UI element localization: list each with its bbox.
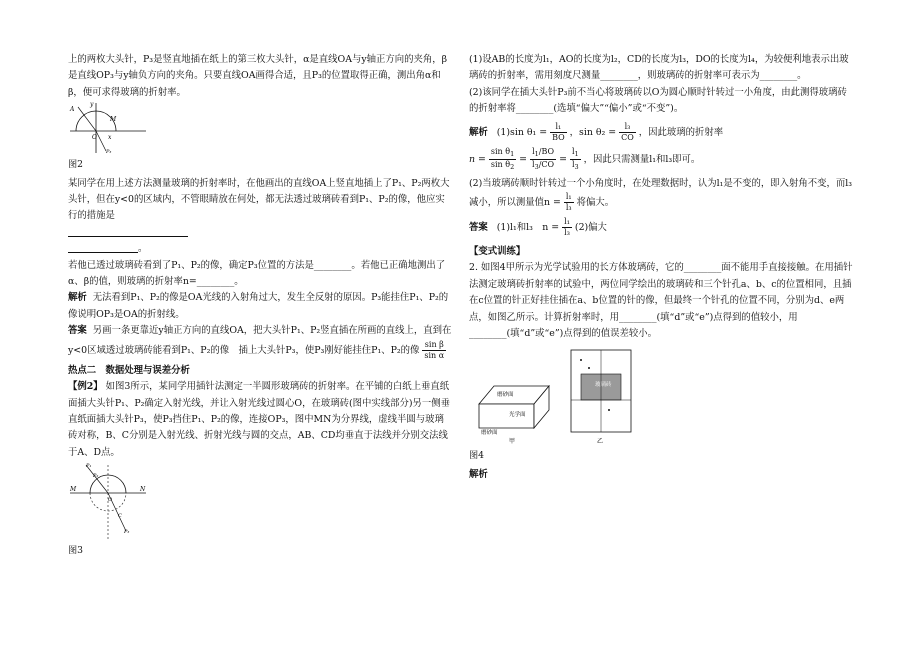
figure-4-label-jia: 甲 xyxy=(509,438,516,446)
svg-text:A: A xyxy=(70,106,75,114)
question-1: (1)设AB的长度为l₁，AO的长度为l₂，CD的长度为l₃，DO的长度为l₄，为较便利地表示出玻璃砖的折射率，需用刻度尺测量________，则玻璃砖的折射率可表示为________。 xyxy=(469,54,849,82)
analysis-2: (2)当玻璃砖顺时针转过一个小角度时，在处理数据时，认为l₁是不变的，即入射角不变，而l₃减小，所以测量值n = xyxy=(469,177,853,209)
answer-label: 答案 xyxy=(469,222,488,234)
figure-2 xyxy=(68,101,148,155)
section-title: 热点二 数据处理与误差分析 xyxy=(68,364,190,376)
svg-text:O: O xyxy=(92,134,97,142)
example-label: 【例2】 xyxy=(68,381,103,393)
paragraph-measurement: 某同学在用上述方法测量玻璃的折射率时，在他画出的直线OA上竖直地插上了P₁、P₂两枚大头针，但在y<0的区域内，不管眼睛放在何处，都无法透过玻璃砖看到P₁、P₂的像，他应实行的措施是 xyxy=(68,177,450,222)
analysis-sin2: ，sin θ₂ = xyxy=(569,126,617,138)
svg-text:x: x xyxy=(108,134,112,142)
practice-title: 【变式训练】 xyxy=(469,246,526,258)
fraction-l1-bo: $\frac{\text{l₁}}{BO}$ xyxy=(552,121,565,142)
fraction-l3-co: $\frac{\text{l₃}}{CO}$ xyxy=(621,121,634,142)
example-text: 如图3所示，某同学用插针法测定一半圆形玻璃砖的折射率。在平铺的白纸上垂直纸面插大头针P₁、P₂确定入射光线，并让入射光线过圆心O，在玻璃砖(图中实线部分)另一侧垂直纸面插大头针P₃，使P₃挡住P₁、P₂的像，连接OP₃，图中MN为分界线，虚线半圆与玻璃砖对称，B、C分别是入射光线、折射光线与圆的交点，AB、CD均垂直于法线并分别交法线于A、D点。 xyxy=(68,381,451,458)
svg-text:M: M xyxy=(70,486,77,494)
figure-4 xyxy=(469,346,669,446)
figure-2-caption: 图2 xyxy=(68,159,84,171)
figure-3 xyxy=(68,461,148,541)
svg-text:P₂: P₂ xyxy=(93,473,99,480)
svg-text:C: C xyxy=(118,513,122,520)
practice-text: 2. 如图4甲所示为光学试验用的长方体玻璃砖，它的________面不能用手直接接触。在用插针法测定玻璃砖折射率的试验中，两位同学绘出的玻璃砖和三个针孔a、b、c的位置相同，且插在c位置的针正好挂住插在a、b位置的针的像，但最终一个针孔的位置不同，分别为d、e两点，如图乙所示。计算折射率时，用________(填“d”或“e”)点得到的值较小，用________(填“d”或“e”)点得到的值误差较小。 xyxy=(469,262,853,340)
answer-blank xyxy=(68,226,188,237)
answer-blank xyxy=(68,242,138,253)
figure-4-label-yi: 乙 xyxy=(597,438,604,446)
analysis-end-label: 解析 xyxy=(469,468,488,480)
glass-label: 玻璃砖 xyxy=(595,382,612,389)
answer-label: 答案 xyxy=(68,325,87,337)
face-label-front: 光学面 xyxy=(509,412,526,419)
paragraph-intro: 上的两枚大头针，P₃是竖直地插在纸上的第三枚大头针，α是直线OA与y轴正方向的夹角，β是直线OP₃与y轴负方向的夹角。只要直线OA画得合适，且P₃的位置取得正确，测出角α和β，便可求得玻璃的折射率。 xyxy=(68,54,448,98)
right-column xyxy=(469,52,853,483)
svg-text:N: N xyxy=(140,486,146,494)
svg-text:P₁: P₁ xyxy=(86,463,92,470)
answer-fraction: $\frac{\text{l₁}}{\text{l₃}}$ xyxy=(564,217,570,238)
figure-3-caption: 图3 xyxy=(68,545,84,557)
question-2: (2)该同学在插大头针P₃前不当心将玻璃砖以O为圆心顺时针转过一小角度，由此测得玻璃砖的折射率将________(选填“偏大”“偏小”或“不变”)。 xyxy=(469,86,847,115)
analysis-label: 解析 xyxy=(469,126,488,138)
analysis-sin1: (1)sin θ₁ = xyxy=(496,126,548,138)
answer-text: (1)l₁和l₃ n = xyxy=(496,222,560,234)
svg-text:O: O xyxy=(108,497,113,504)
answer-fraction: $\frac{\text{sin β}}{\text{sin α}}$ xyxy=(424,339,445,360)
analysis-text: 无法看到P₁、P₂的像是OA光线的入射角过大，发生全反射的原因。P₃能挂住P₁、P₂的像说明OP₃是OA的折射线。 xyxy=(68,292,449,320)
svg-text:M: M xyxy=(110,116,117,124)
formula-line: n = $\frac{\sin \theta_1}{\sin \theta_2}$ = $\frac{l_1/BO}{l_3/CO}$ = $\frac{l_1}{l_3}$ ，因此只需测量l₁和l₃即可。 xyxy=(469,146,701,171)
analysis-label: 解析 xyxy=(68,292,87,304)
formula-tail: ，因此只需测量l₁和l₃即可。 xyxy=(583,153,701,165)
figure-4-caption: 图4 xyxy=(469,450,485,462)
answer-text: 另画一条更靠近y轴正方向的直线OA，把大头针P₁、P₂竖直插在所画的直线上，直到在y<0区域透过玻璃砖能看到P₁、P₂的像 插上大头针P₃，使P₃刚好能挂住P₁、P₂的像 xyxy=(68,325,452,356)
face-label-bottom: 磨砂面 xyxy=(481,430,498,437)
svg-text:P₃: P₃ xyxy=(124,529,130,536)
face-label-top: 磨砂面 xyxy=(497,392,514,399)
analysis-sin-tail: ，因此玻璃的折射率 xyxy=(638,126,724,138)
paragraph-p3: 若他已透过玻璃砖看到了P₁、P₂的像，确定P₃位置的方法是________。若他已正确地测出了α、β的值，则玻璃的折射率n=________。 xyxy=(68,259,446,288)
answer-end: (2)偏大 xyxy=(574,222,607,234)
fraction-l1-l3: $\frac{\text{l₁}}{\text{l₃}}$ xyxy=(565,192,572,213)
left-column: 上的两枚大头针，P₃是竖直地插在纸上的第三枚大头针，α是直线OA与y轴正方向的夹角，β是直线OP₃与y轴负方向的夹角。只要直线OA画得合适，且P₃的位置取得正确，测出角α和β，便可求得玻璃的折射率。 A y M O x P₃ 图2 某同学在用上述方法测量玻璃的折射率时，在他画出的直线OA上竖直地插上了P₁、P₂两枚大头针，但在y<0的区域内，不管眼睛放在何处，都无法透过玻璃砖看到P₁、P₂的像，他应实行的措施是 。 若他已透过玻璃砖看到了P₁、P₂的像，确定P₃位置的方法是________。若他已正确地测出了α、β的值，则玻璃的折射率n=________。 解析 无法看到P₁、P₂的像是OA光线的入射角过大，发生全反射的原因。P₃能挂住P₁、P₂的像说明OP₃是OA的折射线。 答案 另画一条更靠近y轴正方向的直线OA，把大头针P₁、P₂竖直插在所画的直线上，直到在y<0区域透过玻璃砖能看到P₁、P₂的像 插上大头针P₃，使P₃刚好能挂住P₁、P₂的像 $\frac{\text{sin β}}{\text{sin α}}$ 热点二 数据处理与误差分析 【例2】 如图3所示，某同学用插针法测定一半圆形玻璃砖的折射率。在平铺的白纸上垂直纸面插大头针P₁、P₂确定入射光线，并让入射光线过圆心O，在玻璃砖(图中实线部分)另一侧垂直纸面插大头针P₃，使P₃挡住P₁、P₂的像，连接OP₃，图中MN为分界线，虚线半圆与玻璃砖对称，B、C分别是入射光线、折射光线与圆的交点，AB、CD均垂直于法线并分别交法线于A、D点。 M N P₁ P₂ O C P₃ 图3 xyxy=(68,52,452,562)
svg-text:y: y xyxy=(90,101,94,109)
svg-text:P₃: P₃ xyxy=(106,149,112,156)
analysis-2-end: 将偏大。 xyxy=(576,197,615,209)
